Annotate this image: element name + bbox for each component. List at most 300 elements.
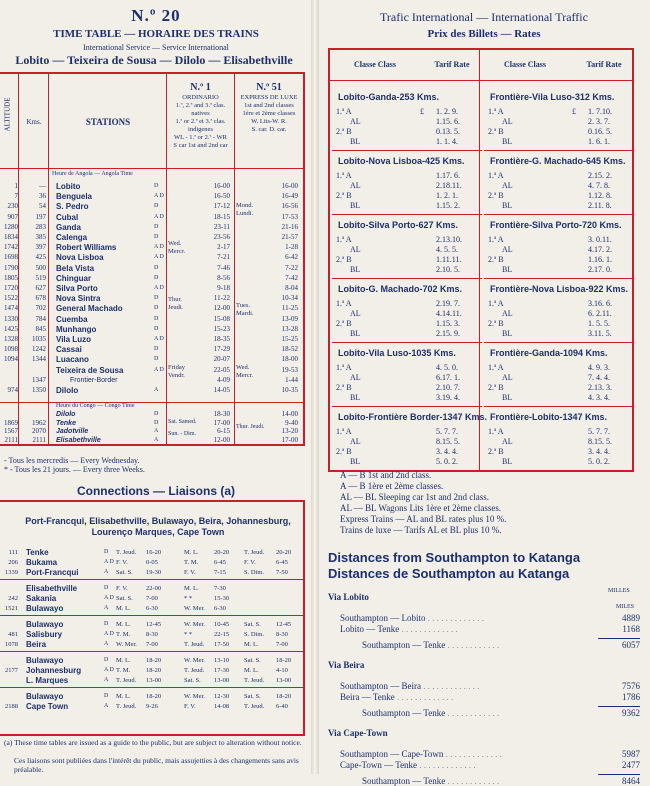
arr-dep-cell: D	[154, 274, 159, 281]
connection-station: Johannesburg	[26, 666, 82, 675]
altitude-cell: 1339	[5, 569, 18, 576]
arr-dep-cell: D	[104, 657, 109, 663]
train1-days-a: Wed. Mercr.	[168, 240, 186, 255]
altitude-cell: 1720	[4, 284, 18, 292]
timetable-row	[0, 345, 304, 354]
rates-divider	[479, 48, 480, 472]
day-cell: W. Mer.	[184, 693, 205, 700]
total-rule	[598, 638, 640, 639]
route-title: Lobito — Teixeira de Sousa — Dilolo — Elisabethville	[15, 53, 293, 67]
distance-route: Southampton — Tenke	[362, 640, 446, 650]
timetable-row	[0, 436, 304, 445]
congo-time-label: Heure du Congo — Congo Time	[56, 403, 135, 409]
footnote: (a) These time tables are issued as a guide to the public, but are subject to alteration without notice.	[4, 738, 302, 747]
train51-time: 19-53	[281, 365, 298, 374]
train51-time: 21-57	[281, 233, 298, 241]
rate-class: BL	[502, 265, 513, 274]
rate-class: AL	[350, 117, 361, 126]
km-cell: 2111	[32, 435, 46, 444]
arr-dep-cell: D	[104, 585, 109, 591]
rate-class: 1.ª A	[488, 235, 504, 244]
distance-row	[340, 760, 640, 770]
train51-desc-line: 1ère et 2ème classes	[242, 110, 296, 117]
altitude-cell: 111	[8, 549, 18, 556]
time-cell: 22-00	[146, 585, 162, 592]
connection-row	[0, 620, 304, 629]
altitude-cell: 2188	[5, 703, 18, 710]
legend-line: A — B 1st and 2nd class.	[340, 470, 432, 480]
rate-value: 4.17. 2.	[588, 245, 612, 254]
day-cell: T. M.	[116, 631, 131, 638]
connection-group-rule	[0, 579, 304, 580]
rate-class: 1.ª A	[336, 107, 352, 116]
time-cell: 0-05	[146, 559, 158, 566]
distance-total: 8464	[622, 776, 640, 786]
day-cell: T. Jeud.	[116, 703, 137, 710]
rate-value: 4. 5. 0.	[436, 363, 458, 372]
rate-class: 1.ª A	[336, 299, 352, 308]
train51-number: N.º 51	[256, 82, 282, 93]
train1-desc-line: 1.ª or 2.ª et 3.ª clas.	[175, 118, 226, 125]
station-name: Cuemba	[56, 314, 88, 324]
day-cell: T. M.	[116, 667, 131, 674]
rate-class: 1.ª A	[336, 171, 352, 180]
rates-header-rule	[328, 80, 634, 81]
rate-value: 5. 7. 7.	[436, 427, 458, 436]
train51-time: 13-20	[281, 427, 298, 435]
day-cell: * *	[184, 595, 193, 602]
leader-dots: . . . . . . . . . . . .	[445, 640, 500, 650]
train1-time: 15-23	[213, 324, 230, 333]
day-cell: M. L.	[116, 693, 131, 700]
rate-class: 2.ª B	[336, 255, 352, 264]
rate-value: 6.17. 1.	[436, 373, 460, 382]
timetable-row	[0, 274, 304, 283]
train51-time: 7-22	[285, 263, 298, 272]
rate-class: 2.ª B	[336, 191, 352, 200]
train1-days-c: Friday Vendr.	[168, 364, 185, 379]
time-cell: 19-30	[146, 569, 162, 576]
altitude-header: ALTITUDE	[3, 97, 12, 132]
rate-value: 2. 3. 7.	[588, 117, 610, 126]
rate-value: 2.11. 8.	[588, 201, 612, 210]
arr-dep-cell: A D	[154, 193, 164, 200]
train51-days-b: Tues. Mardi.	[236, 302, 254, 317]
day-cell: F. V.	[184, 703, 196, 710]
station-name: Luacano	[56, 355, 89, 365]
arr-dep-cell: D	[154, 234, 159, 240]
day-cell: F. V.	[116, 585, 128, 592]
rate-section-title: Frontière-Lobito-1347 Kms.	[490, 412, 608, 422]
train1-time: 15-08	[213, 314, 230, 323]
rate-class: BL	[350, 137, 361, 146]
distance-route: Southampton — Beira	[340, 681, 421, 691]
arr-dep-cell: D	[104, 549, 109, 555]
arr-dep-cell: D	[154, 356, 159, 363]
connection-station: Salisbury	[26, 630, 63, 639]
time-cell: 12-30	[214, 693, 230, 700]
via-heading: Via Lobito	[328, 592, 369, 602]
timetable-row	[0, 325, 304, 334]
station-name: Ganda	[56, 222, 81, 232]
distance-total: 6057	[622, 640, 640, 650]
distance-miles: 2477	[622, 760, 640, 770]
rate-class: BL	[350, 201, 361, 210]
day-cell: Sat. S.	[116, 569, 133, 576]
arr-dep-cell: D	[154, 223, 159, 230]
rate-class: BL	[350, 393, 361, 402]
station-name: Cubal	[56, 212, 79, 222]
leader-dots: . . . . . . . . . . . .	[445, 708, 500, 718]
time-cell: 18-20	[146, 667, 162, 674]
rate-section-title: Lobito-G. Machado-702 Kms.	[338, 284, 463, 294]
connection-row	[0, 640, 304, 649]
day-cell: W. Mer.	[184, 657, 205, 664]
train51-days-c: Wed. Mercr.	[236, 364, 254, 379]
station-name: Benguela	[56, 192, 93, 202]
altitude-cell: 1328	[4, 335, 18, 343]
rate-value: 1. 6. 1.	[588, 137, 610, 146]
rate-value: 4.14.11.	[436, 309, 462, 318]
distance-row	[340, 692, 640, 702]
rate-value: 1.15. 2.	[436, 201, 460, 210]
rate-section-rule	[484, 214, 634, 215]
rate-value: 3. 0.11.	[588, 235, 612, 244]
station-name: Robert Williams	[56, 243, 117, 253]
train1-desc-line: natives	[191, 110, 210, 117]
timetable-row	[0, 182, 304, 191]
km-cell: 397	[35, 243, 46, 252]
time-cell: 15-30	[214, 595, 230, 602]
altitude-cell: 1805	[4, 273, 18, 282]
day-cell: M. L.	[116, 657, 131, 664]
distance-route: Beira — Tenke	[340, 692, 395, 702]
rate-value: 3.11. 5.	[588, 329, 612, 338]
altitude-cell: 1098	[4, 345, 18, 354]
time-cell: 7-15	[214, 569, 226, 576]
stations-header: STATIONS	[85, 117, 131, 127]
altitude-cell: 1834	[4, 233, 18, 241]
distance-miles: 5987	[622, 749, 640, 759]
train1-time: 12-00	[213, 304, 230, 313]
time-cell: 17-50	[214, 641, 230, 648]
page-number: N.º 20	[131, 6, 181, 25]
altitude-cell: 1094	[4, 355, 18, 364]
rate-section-title: Frontière-Silva Porto-720 Kms.	[490, 220, 622, 230]
train1-time: 12-00	[213, 435, 230, 444]
connection-row	[0, 584, 304, 593]
time-cell: 9-26	[146, 703, 158, 710]
train51-time: 17-53	[281, 212, 298, 221]
arr-dep-cell: D	[154, 346, 159, 353]
km-cell: 500	[35, 263, 46, 272]
km-cell: 1962	[32, 418, 46, 427]
rate-value: 8.15. 5.	[436, 437, 460, 446]
note-wednesday: - Tous les mercredis — Every Wednesday.	[4, 456, 140, 465]
km-cell: 425	[35, 253, 46, 262]
altitude-cell: 907	[7, 212, 18, 221]
rate-value: 3.19. 4.	[436, 393, 460, 402]
rate-section-title: Lobito-Ganda-253 Kms.	[338, 92, 440, 102]
arr-dep-cell: A D	[154, 244, 164, 251]
train51-time: 7-42	[285, 273, 298, 282]
train51-time: 16-00	[281, 182, 298, 190]
train51-time: 13-09	[281, 314, 298, 323]
day-cell: S. Dim.	[244, 569, 265, 576]
altitude-cell: 230	[7, 202, 18, 211]
day-cell: Sat. S.	[116, 595, 133, 602]
connection-row	[0, 656, 304, 665]
rate-class: 2.ª B	[488, 319, 504, 328]
distance-total-row	[362, 640, 640, 650]
rate-value: 8.15. 5.	[588, 437, 612, 446]
altitude-cell: 1425	[4, 324, 18, 333]
connection-station: L. Marques	[26, 676, 69, 685]
rate-section-rule	[332, 342, 482, 343]
leader-dots: . . . . . . . . . . . . .	[443, 749, 502, 759]
km-cell: 519	[35, 273, 46, 282]
arr-dep-cell: A	[154, 436, 159, 443]
rate-value: 2.15. 2.	[588, 171, 612, 180]
time-cell: 7-00	[146, 595, 158, 602]
rate-class: BL	[502, 201, 513, 210]
rate-class: AL	[350, 309, 361, 318]
altitude-cell: 1330	[4, 314, 18, 323]
arr-dep-cell: A D	[154, 366, 164, 373]
km-cell: 678	[35, 294, 46, 303]
timetable-row	[0, 264, 304, 273]
train51-time: 13-28	[281, 324, 298, 333]
km-cell: 845	[35, 324, 46, 333]
rate-value: 1.17. 6.	[436, 171, 460, 180]
train51-time: 18-52	[281, 345, 298, 354]
timetable-row	[0, 253, 304, 262]
distances-title-en: Distances from Southampton to Katanga	[328, 550, 581, 565]
rate-class: AL	[350, 245, 361, 254]
time-cell: 18-20	[146, 657, 162, 664]
train1-time: 18-35	[213, 335, 230, 343]
time-cell: 7-00	[146, 641, 158, 648]
time-cell: 17-30	[214, 667, 230, 674]
arr-dep-cell: D	[154, 419, 159, 426]
train1-time: 17-00	[213, 418, 230, 427]
time-cell: 6-30	[146, 605, 158, 612]
arr-dep-cell: A	[104, 677, 109, 683]
rate-value: 7. 4. 4.	[588, 373, 610, 382]
rate-class: BL	[502, 137, 513, 146]
arr-dep-cell: A	[104, 641, 109, 647]
connection-row	[0, 548, 304, 557]
connections-route: Port-Francqui, Elisabethville, Bulawayo, Beira, Johannesburg, Lourenço Marques, Cape Town	[25, 516, 291, 537]
altitude-cell: 2111	[4, 435, 18, 444]
time-cell: 20-20	[214, 549, 230, 556]
train51-time: 17-00	[281, 435, 298, 444]
rate-value: 1. 7.10.	[588, 107, 612, 116]
rate-section-title: Lobito-Frontière Border-1347 Kms.	[338, 412, 488, 422]
train1-time: 17-12	[213, 202, 230, 211]
rate-class: BL	[502, 329, 513, 338]
altitude-cell: 242	[8, 595, 18, 602]
distance-route: Cape-Town — Tenke	[340, 760, 418, 770]
traffic-title: Trafic International — International Traffic	[380, 10, 588, 24]
arr-dep-cell: D	[154, 183, 159, 189]
rate-class: 2.ª B	[488, 383, 504, 392]
rate-class: 1.ª A	[488, 171, 504, 180]
lower-days-b: Sun. - Dim.	[168, 431, 197, 437]
leader-dots: . . . . . . . . . . . . .	[394, 692, 454, 702]
train1-time: 16-00	[213, 182, 230, 190]
rate-value: 6. 2.11.	[588, 309, 612, 318]
altitude-cell: 1742	[4, 243, 18, 252]
day-cell: T. M.	[184, 559, 199, 566]
distance-miles: 1168	[622, 624, 640, 634]
station-name: Dilolo	[56, 386, 79, 395]
rate-class: 1.ª A	[488, 107, 504, 116]
time-cell: 6-40	[276, 703, 288, 710]
connection-station: Beira	[26, 640, 47, 649]
timetable-page	[0, 0, 312, 774]
rate-value: 2.15. 9.	[436, 329, 460, 338]
altitude-cell: 1280	[4, 222, 18, 231]
arr-dep-cell: D	[154, 325, 159, 332]
station-name: Chinguar	[56, 273, 92, 283]
rate-section-title: Frontière-G. Machado-645 Kms.	[490, 156, 626, 166]
time-cell: 13-00	[146, 677, 162, 684]
time-cell: 4-10	[276, 667, 288, 674]
day-cell: T. Jeud.	[184, 641, 205, 648]
rate-class: 1.ª A	[488, 299, 504, 308]
arr-dep-cell: A D	[154, 213, 164, 220]
miles-label-2: MILES	[616, 604, 634, 610]
arr-dep-cell: A D	[154, 254, 164, 261]
connection-row	[0, 558, 304, 567]
train51-time: 21-16	[281, 222, 298, 231]
rate-class: 2.ª B	[336, 447, 352, 456]
connection-station: Sakania	[26, 594, 57, 603]
km-cell: 1347	[32, 375, 46, 384]
connection-row	[0, 702, 304, 711]
day-cell: F. V.	[184, 569, 196, 576]
timetable-title: TIME TABLE — HORAIRE DES TRAINS	[53, 28, 259, 40]
time-cell: 8-30	[146, 631, 158, 638]
train1-time: 4-09	[217, 375, 230, 384]
train1-desc-line: S car 1st and 2nd car	[173, 142, 228, 149]
day-cell: T. Jeud.	[184, 667, 205, 674]
time-cell: 8-30	[276, 631, 288, 638]
km-cell: 54	[39, 202, 46, 211]
time-cell: 6-45	[214, 559, 226, 566]
day-cell: Sat. S.	[244, 657, 261, 664]
class-header-right: Classe Class	[503, 60, 546, 69]
connection-row	[0, 594, 304, 603]
km-cell: 1344	[32, 355, 46, 364]
rate-section-rule	[332, 214, 482, 215]
time-cell: 18-20	[276, 693, 292, 700]
arr-dep-cell: D	[154, 411, 159, 417]
arr-dep-cell: A D	[154, 285, 164, 291]
day-cell: W. Mer.	[184, 621, 205, 628]
rate-header-left: Tarif Rate	[434, 60, 470, 69]
day-cell: S. Dim.	[244, 631, 265, 638]
train1-desc-line: 1.ª, 2.ª and 3.ª clas.	[175, 102, 226, 109]
day-cell: M. L.	[116, 621, 131, 628]
day-cell: F. V.	[244, 559, 256, 566]
rate-value: 5. 7. 7.	[588, 427, 610, 436]
leader-dots: . . . . . . . . . . . . .	[417, 760, 476, 770]
time-cell: 22-15	[214, 631, 230, 638]
rate-section-title: Lobito-Silva Porto-627 Kms.	[338, 220, 459, 230]
time-cell: 7-30	[214, 585, 226, 592]
rate-value: 2.10. 5.	[436, 265, 460, 274]
time-cell: 18-20	[146, 693, 162, 700]
note-three-weeks: * - Tous les 21 jours. — Every three Weeks.	[4, 465, 145, 474]
train1-days-b: Thur. Jeudi.	[168, 296, 184, 311]
legend-line: Express Trains — AL and BL rates plus 10 %.	[340, 514, 507, 524]
train51-days-a: Mond. Lundi.	[236, 202, 254, 217]
km-cell: —	[39, 182, 46, 190]
rate-value: 1. 2. 1.	[436, 191, 458, 200]
rate-section-rule	[332, 278, 482, 279]
kms-header: Kms.	[26, 118, 42, 126]
km-cell: 784	[35, 314, 46, 323]
legend-line: AL — BL Wagons Lits 1ère et 2ème classes.	[340, 503, 502, 513]
train1-time: 20-07	[213, 355, 230, 364]
rate-section-title: Frontière-Nova Lisboa-922 Kms.	[490, 284, 629, 294]
arr-dep-cell: A D	[104, 667, 114, 673]
station-name: Lobito	[56, 182, 81, 191]
currency-symbol: £	[572, 107, 576, 116]
rate-class: AL	[502, 309, 513, 318]
rate-section-rule	[484, 278, 634, 279]
day-cell: Sat. S.	[244, 693, 261, 700]
rate-class: 2.ª B	[488, 447, 504, 456]
altitude-cell: 206	[8, 559, 18, 566]
rate-value: 5. 0. 2.	[588, 457, 610, 466]
connection-station: Cape Town	[26, 702, 69, 711]
rate-value: 1.11.11.	[436, 255, 462, 264]
connection-row	[0, 568, 304, 577]
currency-symbol: £	[420, 107, 424, 116]
rate-section-title: Lobito-Nova Lisboa-425 Kms.	[338, 156, 465, 166]
connection-station: Bukama	[26, 558, 58, 567]
rate-value: 1. 1. 4.	[436, 137, 458, 146]
distance-route: Southampton — Cape-Town	[340, 749, 444, 759]
day-cell: M. L.	[244, 667, 259, 674]
rate-section-rule	[484, 150, 634, 151]
time-cell: 7-50	[276, 569, 288, 576]
rate-section-rule	[332, 150, 482, 151]
arr-dep-cell: A	[104, 569, 109, 575]
station-name: Cassai	[56, 345, 82, 355]
time-cell: 12-45	[276, 621, 292, 628]
rate-value: 4. 7. 8.	[588, 181, 610, 190]
connection-station: Bulawayo	[26, 656, 64, 665]
arr-dep-cell: A	[154, 387, 159, 393]
km-cell: 1350	[32, 386, 46, 394]
train51-time: 11-25	[281, 304, 298, 313]
rate-value: 1.15. 6.	[436, 117, 460, 126]
legend-line: AL — BL Sleeping car 1st and 2nd class.	[340, 492, 490, 502]
time-cell: 7-00	[276, 641, 288, 648]
timetable-row	[0, 223, 304, 232]
rate-class: AL	[502, 373, 513, 382]
train1-time: 14-05	[213, 386, 230, 394]
rate-value: 1. 5. 5.	[588, 319, 610, 328]
altitude-cell: 1869	[4, 418, 18, 427]
train51-desc-line: 1st and 2nd classes	[244, 102, 294, 109]
distance-total: 9362	[622, 708, 640, 718]
rate-section-title: Lobito-Vila Luso-1035 Kms.	[338, 348, 456, 358]
